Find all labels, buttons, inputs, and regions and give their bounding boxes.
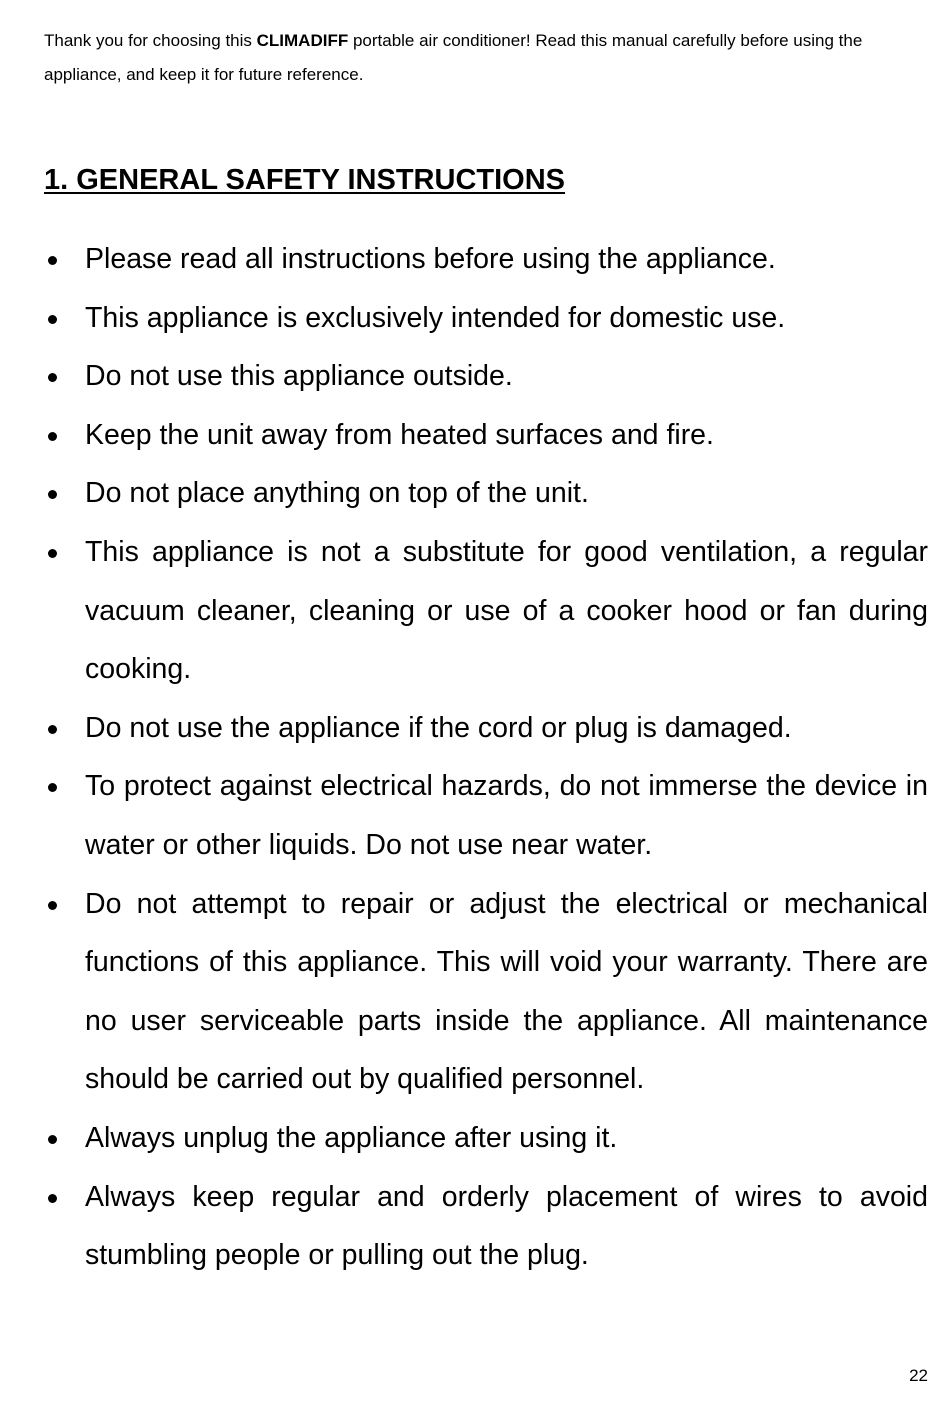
list-item-text: Do not use the appliance if the cord or plug is damaged. (85, 711, 792, 744)
intro-text-start: Thank you for choosing this (44, 31, 257, 50)
bullet-icon (48, 725, 57, 734)
list-item (44, 464, 928, 523)
bullet-icon (48, 901, 57, 910)
list-item (44, 523, 928, 699)
list-item-text: Always keep regular and orderly placement of wires to avoid stumbling people or pulling out the plug. (85, 1180, 928, 1272)
page-number: 22 (909, 1366, 928, 1385)
list-item (44, 875, 928, 1109)
list-item-text: Keep the unit away from heated surfaces and fire. (85, 418, 714, 451)
list-item-text: Do not use this appliance outside. (85, 360, 513, 393)
list-item-text: Always unplug the appliance after using it. (85, 1121, 618, 1154)
list-item (44, 699, 928, 758)
list-item-text: To protect against electrical hazards, do not immerse the device in water or other liquids. Do not use near water. (85, 770, 928, 861)
list-item-text: This appliance is exclusively intended for domestic use. (85, 301, 786, 334)
bullet-icon (48, 1135, 57, 1144)
list-item-text: Please read all instructions before using the appliance. (85, 243, 776, 275)
bullet-icon (48, 490, 57, 499)
list-item (44, 230, 928, 289)
list-item (44, 1109, 928, 1168)
bullet-icon (48, 315, 57, 324)
brand-name: CLIMADIFF (256, 31, 349, 50)
intro-text-end: portable air conditioner! Read this manual carefully before using the appliance, and keep it for future reference. (44, 31, 863, 84)
bullet-icon (48, 1194, 57, 1203)
list-item (44, 1168, 928, 1285)
list-item-text: This appliance is not a substitute for good ventilation, a regular vacuum cleaner, cleaning or use of a cooker hood or fan during cooking. (85, 535, 928, 686)
list-item-text: Do not attempt to repair or adjust the electrical or mechanical functions of this appliance. This will void your warranty. There are no user serviceable parts inside the appliance. All maintenance should be carried out by qualified personnel. (85, 887, 928, 1096)
bullet-icon (48, 432, 57, 441)
list-item (44, 289, 928, 348)
list-item-text: Do not place anything on top of the unit. (85, 477, 589, 510)
safety-instructions-list (44, 230, 928, 1285)
bullet-icon (48, 373, 57, 382)
bullet-icon (48, 549, 57, 558)
bullet-icon (48, 783, 57, 792)
list-item (44, 406, 928, 465)
bullet-icon (48, 256, 57, 265)
intro-paragraph (44, 24, 930, 92)
section-heading: 1. GENERAL SAFETY INSTRUCTIONS (44, 164, 565, 196)
list-item (44, 757, 928, 874)
list-item (44, 347, 928, 406)
